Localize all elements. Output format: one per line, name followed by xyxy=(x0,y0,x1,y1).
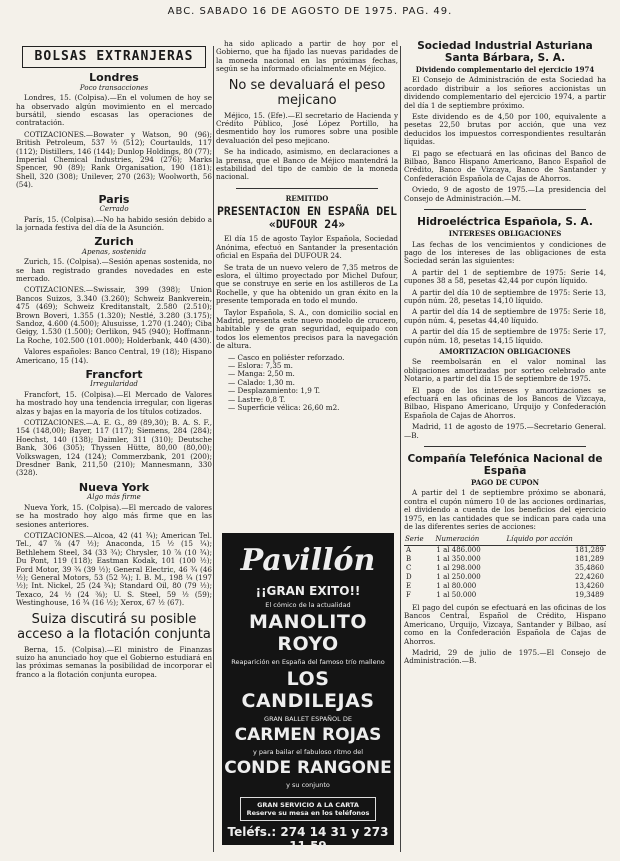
notice-subtitle: INTERESES OBLIGACIONES xyxy=(448,229,562,239)
ad-box-line: Reserve su mesa en los teléfonos xyxy=(246,809,370,817)
ad-headline: ¡¡GRAN EXITO!! xyxy=(255,584,361,598)
feature-list xyxy=(228,354,398,413)
table-cell: D xyxy=(406,572,412,581)
paragraph: Nueva York, 15. (Colpisa).—El mercado de valores se ha mostrado hoy algo más firme que en las sesiones anteriores. xyxy=(16,502,212,529)
page-header: ABC. SABADO 16 DE AGOSTO DE 1975. PAG. 49. xyxy=(167,6,453,17)
table-cell: C xyxy=(406,563,412,572)
column-notices xyxy=(404,40,606,855)
feature-item: — Eslora: 7,35 m. xyxy=(228,360,293,370)
notice-subtitle: AMORTIZACION OBLIGACIONES xyxy=(439,346,571,356)
ad-text: GRAN BALLET ESPAÑOL DE xyxy=(264,715,352,723)
paragraph: Las fechas de los vencimientos y condiciones de pago de los intereses de las obligaciones de esta Sociedad serán las siguientes: xyxy=(404,239,606,266)
feature-item: — Manga: 2,50 m. xyxy=(228,369,295,379)
paragraph: Berna, 15. (Colpisa).—El ministro de Finanzas suizo ha anunciado hoy que el Gobierno estudiará en las próximas semanas la posibilidad de incorporar el franco a la flotación conjunta europea. xyxy=(16,644,212,679)
ad-brand: Pavillón xyxy=(240,543,376,578)
table-cell: 1 al 486.000 xyxy=(436,545,481,554)
article-headline: Suiza discutirá su posible acceso a la flotación conjunta xyxy=(17,611,211,642)
table-cell: E xyxy=(406,581,412,590)
ad-star: CARMEN ROJAS xyxy=(234,725,382,745)
paragraph: A partir del día 14 de septiembre de 1975: Serie 18, cupón núm. 4, pesetas 44,40 líquido. xyxy=(404,307,606,325)
table-cell: 1 al 250.000 xyxy=(436,572,481,581)
paragraph: A partir del día 15 de septiembre de 1975: Serie 17, cupón núm. 18, pesetas 14,15 líquido. xyxy=(404,327,606,345)
paragraph: El día 15 de agosto Taylor Española, Sociedad Anónima, efectuó en Santander la presentación oficial en España del DUFOUR 24. xyxy=(216,234,398,261)
coupon-table xyxy=(404,534,606,599)
table-header-cell: Numeración xyxy=(434,534,505,545)
market-title: Londres xyxy=(89,71,139,85)
market-subtitle: Poco transacciones xyxy=(79,83,149,92)
paragraph: A partir del 1 de septiembre de 1975: Serie 14, cupones 38 a 58, pesetas 42,44 por cupón líquido. xyxy=(404,267,606,286)
paragraph: Méjico, 15. (Efe).—El secretario de Hacienda y Crédito Público, José López Portillo, ha desmentido hoy los rumores sobre una posible devaluación del peso mejicano. xyxy=(216,110,398,145)
ad-text: El cómico de la actualidad xyxy=(265,601,351,609)
company-title: Compañía Telefónica Nacional de España xyxy=(407,453,603,478)
market-title: Zurich xyxy=(94,235,134,249)
table-row xyxy=(404,573,606,582)
paragraph: COTIZACIONES.—Bowater y Watson, 90 (96); British Petroleum, 537 ½ (512); Courtaulds, 117 (112); Distillers, 146 (144); Dunlop Holdings, 80 (77); Imperial Chemical Industries, 294 (276); Marks Spencer, 90 (89); Rank Organisation, 190 (181); Shell, 320 (308); Unilever, 270 (263); Woolworth, 56 (54). xyxy=(16,129,212,190)
column-foreign-markets xyxy=(16,40,212,855)
paragraph: Zurich, 15. (Colpisa).—Sesión apenas sostenida, no se han registrado grandes novedades en este mercado. xyxy=(16,257,212,283)
table-row xyxy=(404,555,606,564)
ad-box-line: GRAN SERVICIO A LA CARTA xyxy=(257,801,359,809)
paragraph: El pago del cupón se efectuará en las oficinas de los Bancos Central, Español de Crédito, Hispano Americano, Urquijo, Vizcaya, Santander y Bilbao, así como en la Confederación Española de Cajas de Ahorros. xyxy=(404,602,606,646)
feature-item: — Superficie vélica: 26,60 m2. xyxy=(228,403,340,412)
notice-subtitle: Dividendo complementario del ejercicio 1974 xyxy=(415,65,595,74)
table-cell: F xyxy=(406,590,411,599)
section-title-box: BOLSAS EXTRANJERAS xyxy=(22,46,206,68)
table-cell: 181,289 xyxy=(575,554,604,563)
ad-star: CONDE RANGONE xyxy=(224,758,392,778)
paragraph: COTIZACIONES.—Alcoa, 42 (41 ¾); American Tel. Tel., 47 ⅞ (47 ½); Anaconda, 15 ½ (15 ¼); Bethlehem Steel, 34 (33 ¾); Chrysler, 10 ⅞ (10 ¾); Du Pont, 119 (118); Eastman Kodak, 101 (100 ½); Ford Motor, 39 ¾ (39 ½); General Electric, 46 ¾ (46 ½); General Motors, 53 (52 ¾); I. B. M., 198 ¼ (197 ½); Int. Nickel, 25 (24 ¾); Standard Oil, 80 (79 ½); Texaco, 24 ½ (24 ⅜); U. S. Steel, 59 ½ (59); Westinghouse, 16 ¾ (16 ½); Xerox, 67 ½ (67). xyxy=(16,530,212,608)
table-cell: B xyxy=(406,554,412,563)
article-headline: No se devaluará el peso mejicano xyxy=(228,77,386,108)
divider xyxy=(236,188,378,189)
paragraph: París, 15. (Colpisa).—No ha habido sesión debido a la jornada festiva del día de la Asunción. xyxy=(16,214,212,232)
paragraph: Valores españoles: Banco Central, 19 (18); Hispano Americano, 15 (14). xyxy=(16,347,212,365)
ad-phones: Teléfs.: 274 14 31 y 273 11 59 xyxy=(227,825,389,853)
paragraph: COTIZACIONES.—A. E. G., 89 (89,30); B. A. S. F., 154 (148,00); Bayer, 117 (117); Siemens, 284 (284); Hoechst, 140 (138); Daimler, 311 (310); Deutsche Bank, 306 (305); Thyssen Hütte, 80,00 (80,00); Volkswagen, 124 (124); Commerzbank, 201 (200); Dresdner Bank, 211,50 (210); Mannesmann, 330 (328). xyxy=(16,418,212,478)
divider xyxy=(424,446,586,447)
market-subtitle: Apenas, sostenida xyxy=(81,247,147,256)
feature-item: — Lastre: 0,8 T. xyxy=(228,394,286,404)
divider xyxy=(424,209,586,210)
paragraph: Londres, 15. (Colpisa).—En el volumen de hoy se ha observado algún movimiento en el mercado bursátil, siendo escasas las operaciones de contratación. xyxy=(16,93,212,128)
column-rule xyxy=(213,46,214,852)
ad-service-box xyxy=(240,797,376,821)
paragraph: COTIZACIONES.—Swissair, 399 (398); Union Bancos Suizos, 3.340 (3.260); Schweiz Bankverein, 475 (469); Schweiz Kreditanstalt, 2.580 (2.510); Brown Boveri, 1.355 (1.320); Nestlé, 3.280 (3.175); Sandoz, 4.600 (4.500); Alusuisse, 1.270 (1.240); Ciba Geigy, 1.530 (1.500); Oerlikon, 945 (940); Hoffmann-La Roche, 102.500 (101.000); Holderbank, 440 (430). xyxy=(16,285,212,345)
table-header-row xyxy=(404,534,606,545)
market-subtitle: Irregularidad xyxy=(90,380,138,389)
paragraph: Se ha indicado, asimismo, en declaraciones a la prensa, que el Banco de Méjico mantendrá la estabilidad del tipo de cambio de la moneda nacional. xyxy=(216,147,398,182)
market-subtitle: Cerrado xyxy=(99,205,129,214)
market-title: Nueva York xyxy=(78,480,150,494)
ad-text: y su conjunto xyxy=(286,781,330,789)
market-title: Francfort xyxy=(85,368,143,381)
table-header-cell: Líquido por acción xyxy=(505,534,606,545)
ad-star: MANOLITO ROYO xyxy=(249,611,367,655)
paragraph: El Consejo de Administración de esta Sociedad ha acordado distribuir a los señores accionistas un dividendo complementario del ejercicio 1974, a partir del día 1 de septiembre próximo. xyxy=(404,75,606,110)
kicker-label: REMITIDO xyxy=(285,193,329,203)
table-cell: 1 al 350.000 xyxy=(436,554,481,563)
table-cell: 1 al 80.000 xyxy=(436,581,477,590)
table-cell: 19,3489 xyxy=(575,590,604,599)
ad-text: y para bailar el fabuloso ritmo del xyxy=(252,748,364,756)
paragraph: El pago se efectuará en las oficinas del Banco de Bilbao, Banco Hispano Americano, Banco Español de Crédito, Banco de Vizcaya, Banco de Santander y Confederación Española de Cajas de Ahorros. xyxy=(404,148,606,183)
table-cell: 35,4860 xyxy=(575,563,604,572)
paragraph: ha sido aplicado a partir de hoy por el Gobierno, que ha fijado las nuevas paridades de la moneda nacional en las próximas fechas, según se ha informado oficialmente en Méjico. xyxy=(216,40,398,74)
ad-star: LOS CANDILEJAS xyxy=(241,668,375,712)
feature-item: — Calado: 1,30 m. xyxy=(228,377,295,387)
company-title: Sociedad Industrial Asturiana Santa Bárbara, S. A. xyxy=(417,40,593,64)
pavillon-advertisement xyxy=(222,533,394,853)
column-rule xyxy=(400,46,401,852)
paragraph: Se trata de un nuevo velero de 7,35 metros de eslora, el último proyectado por Michel Dufour, que se construye en serie en los astilleros de La Rochelle, y que ha obtenido un gran éxito en la presente temporada en todo el mundo. xyxy=(216,262,398,306)
table-cell: 181,289 xyxy=(575,545,604,554)
article-headline: PRESENTACION EN ESPAÑA DEL «DUFOUR 24» xyxy=(216,204,397,232)
table-row xyxy=(404,591,606,600)
table-cell: 1 al 50.000 xyxy=(436,590,477,599)
paragraph: A partir del 1 de septiembre próximo se abonará, contra el cupón número 10 de las acciones ordinarias, el dividendo a cuenta de los beneficios del ejercicio 1975, en las cantidades que se indican para cada una de las diferentes series de acciones: xyxy=(404,488,606,532)
ad-text: Reaparición en España del famoso trío malleno xyxy=(231,658,385,666)
paragraph: Este dividendo es de 4,50 por 100, equivalente a pesetas 22,50 brutas por acción, que una vez deducidos los impuestos correspondientes resultarán líquidas. xyxy=(404,112,606,147)
paragraph: Francfort, 15. (Colpisa).—El Mercado de Valores ha mostrado hoy una tendencia irregular, con ligeras alzas y bajas en la mayoría de los títulos cotizados. xyxy=(16,389,212,416)
notice-subtitle: PAGO DE CUPON xyxy=(471,478,539,488)
table-cell: 1 al 298.000 xyxy=(436,563,481,572)
paragraph: Se reembolsarán en el valor nominal las obligaciones amortizadas por sorteo celebrado ante Notario, a partir del día 15 de septiembre de 1975. xyxy=(404,357,606,384)
feature-item: — Casco en poliéster reforzado. xyxy=(228,352,345,362)
paragraph: Madrid, 11 de agosto de 1975.—Secretario General.—B. xyxy=(404,422,606,440)
paragraph: El pago de los intereses y amortizaciones se efectuará en las oficinas de los Bancos de Vizcaya, Bilbao, Hispano Americano, Urquijo y Confederación Española de Cajas de Ahorros. xyxy=(404,385,606,420)
paragraph: Oviedo, 9 de agosto de 1975.—La presidencia del Consejo de Administración.—M. xyxy=(404,185,606,203)
market-title: Paris xyxy=(98,192,130,206)
table-row xyxy=(404,582,606,591)
table-header-cell: Serie xyxy=(404,534,434,545)
table-row xyxy=(404,564,606,573)
paragraph: Madrid, 29 de julio de 1975.—El Consejo de Administración.—B. xyxy=(404,647,606,666)
paragraph: Taylor Española, S. A., con domicilio social en Madrid, presenta este nuevo modelo de crucero, habitable y de gran seguridad, equipado con todos los elementos precisos para la navegación de altura. xyxy=(216,307,398,351)
table-cell: 22,4260 xyxy=(575,572,604,581)
feature-item: — Desplazamiento: 1,9 T. xyxy=(228,386,321,396)
market-subtitle: Algo más firme xyxy=(87,493,141,502)
paragraph: A partir del día 10 de septiembre de 1975: Serie 13, cupón núm. 28, pesetas 14,10 líquido. xyxy=(404,287,606,305)
table-row xyxy=(404,545,606,555)
table-cell: 13,4260 xyxy=(575,581,604,590)
table-cell: A xyxy=(406,545,412,554)
company-title: Hidroeléctrica Española, S. A. xyxy=(417,216,593,229)
